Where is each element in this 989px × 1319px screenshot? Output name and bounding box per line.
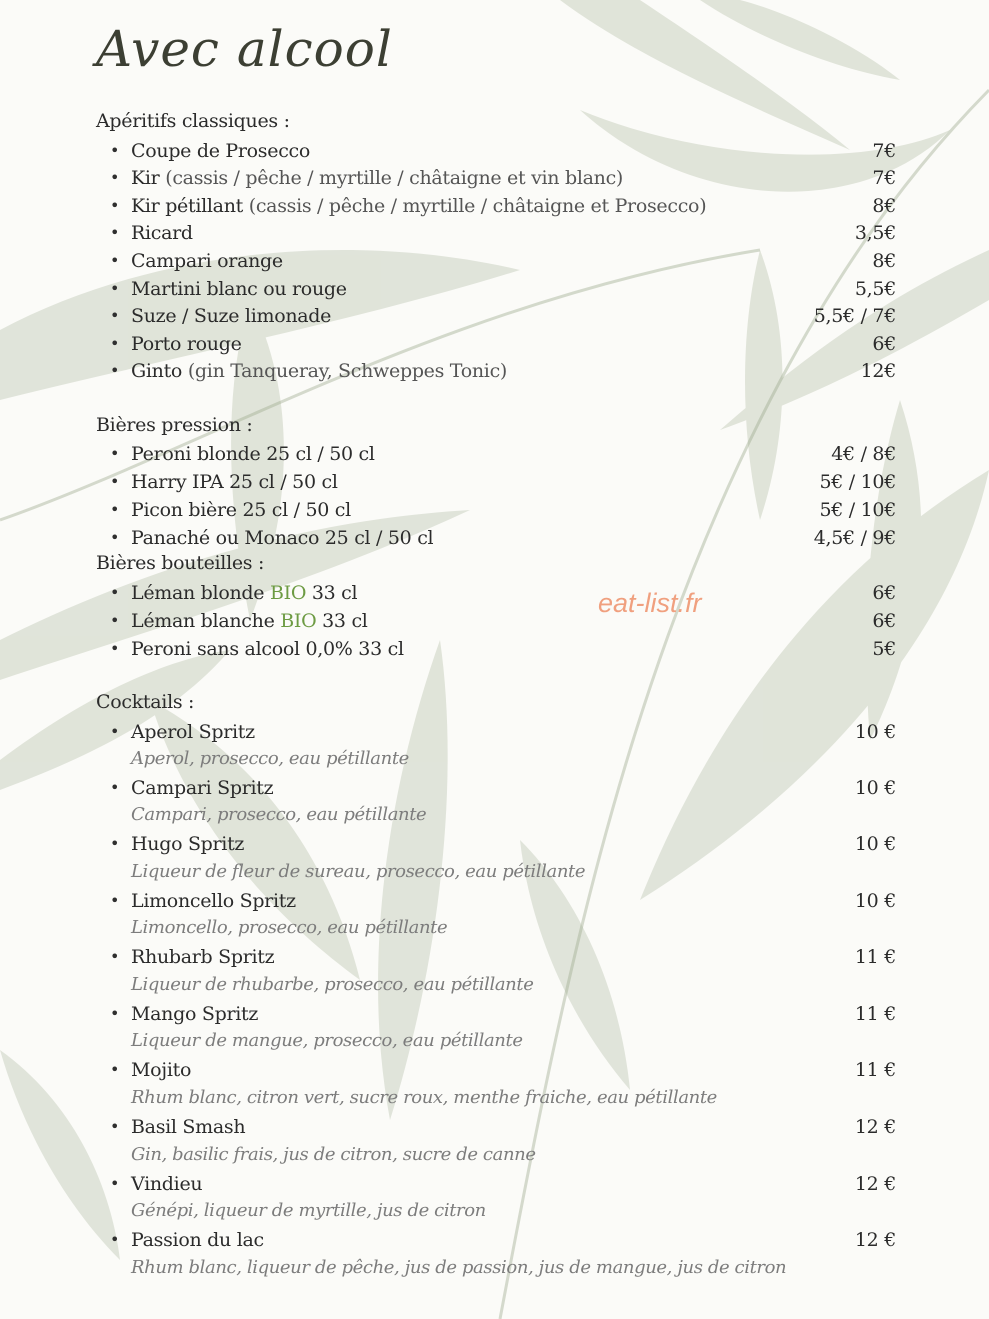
item-price: 8€ [872,195,896,217]
bio-badge: BIO [280,610,317,632]
bullet: • [110,778,120,797]
section-heading-pression: Bières pression : [96,414,253,436]
menu-item [110,275,896,303]
item-name: Ricard [131,222,193,244]
item-price: 10 € [854,833,896,855]
bullet: • [110,528,120,547]
item-price: 10 € [854,721,896,743]
cocktail-description: Liqueur de mangue, prosecco, eau pétillante [131,1030,523,1051]
item-price: 5,5€ / 7€ [813,305,896,327]
item-price: 3,5€ [854,222,896,244]
bullet: • [110,583,120,602]
bullet: • [110,500,120,519]
item-name: Passion du lac [131,1229,264,1251]
item-name: Kir pétillant (cassis / pêche / myrtille / châtaigne et Prosecco) [131,195,707,217]
bullet: • [110,1117,120,1136]
item-name: Campari orange [131,250,283,272]
item-name: Coupe de Prosecco [131,140,311,162]
menu-item [110,635,896,663]
item-name: Porto rouge [131,333,242,355]
cocktail-item [110,1170,896,1198]
section-heading-aperitifs: Apéritifs classiques : [96,110,290,132]
item-price: 5€ / 10€ [819,499,896,521]
bullet: • [110,141,120,160]
item-name: Panaché ou Monaco 25 cl / 50 cl [131,527,434,549]
bullet: • [110,639,120,658]
watermark: eat-list.fr [598,588,702,618]
bullet: • [110,306,120,325]
bullet: • [110,251,120,270]
item-price: 7€ [872,140,896,162]
item-name: Kir (cassis / pêche / myrtille / châtaigne et vin blanc) [131,167,624,189]
bullet: • [110,223,120,242]
bullet: • [110,722,120,741]
menu-item [110,496,896,524]
page-title: Avec alcool [96,20,393,78]
item-name: Peroni blonde 25 cl / 50 cl [131,443,375,465]
section-heading-cocktails: Cocktails : [96,691,195,713]
menu-item [110,440,896,468]
menu-item [110,219,896,247]
item-name: Martini blanc ou rouge [131,278,347,300]
cocktail-item [110,1056,896,1084]
bullet: • [110,334,120,353]
item-price: 11 € [854,1003,896,1025]
menu-item [110,137,896,165]
cocktail-item [110,1113,896,1141]
item-name: Campari Spritz [131,777,274,799]
bullet: • [110,444,120,463]
cocktail-description: Rhum blanc, liqueur de pêche, jus de passion, jus de mangue, jus de citron [131,1257,787,1278]
cocktail-item [110,1000,896,1028]
bullet: • [110,361,120,380]
menu-item [110,247,896,275]
cocktail-description: Aperol, prosecco, eau pétillante [131,748,409,769]
bullet: • [110,472,120,491]
menu-item [110,579,896,607]
bullet: • [110,1004,120,1023]
item-name: Mango Spritz [131,1003,259,1025]
cocktail-description: Rhum blanc, citron vert, sucre roux, menthe fraiche, eau pétillante [131,1087,717,1108]
menu-item [110,357,896,385]
menu-item [110,302,896,330]
item-price: 10 € [854,777,896,799]
item-name: Hugo Spritz [131,833,245,855]
bullet: • [110,1230,120,1249]
bullet: • [110,1174,120,1193]
item-price: 6€ [872,333,896,355]
cocktail-item [110,887,896,915]
item-price: 10 € [854,890,896,912]
cocktail-description: Génépi, liqueur de myrtille, jus de citron [131,1200,486,1221]
item-price: 8€ [872,250,896,272]
menu-item [110,607,896,635]
item-price: 6€ [872,582,896,604]
bullet: • [110,891,120,910]
item-name: Aperol Spritz [131,721,255,743]
item-price: 4€ / 8€ [831,443,896,465]
menu-item [110,192,896,220]
cocktail-item [110,830,896,858]
item-name: Léman blanche BIO 33 cl [131,610,368,632]
bullet: • [110,834,120,853]
menu-item [110,524,896,552]
item-price: 4,5€ / 9€ [813,527,896,549]
item-price: 5€ [872,638,896,660]
bullet: • [110,168,120,187]
item-name: Picon bière 25 cl / 50 cl [131,499,351,521]
item-name: Ginto (gin Tanqueray, Schweppes Tonic) [131,360,508,382]
item-name: Léman blonde BIO 33 cl [131,582,358,604]
section-heading-bouteilles: Bières bouteilles : [96,552,265,574]
cocktail-item [110,718,896,746]
menu-item [110,330,896,358]
bullet: • [110,947,120,966]
item-price: 12 € [854,1229,896,1251]
item-price: 11 € [854,1059,896,1081]
menu-item [110,164,896,192]
item-name: Basil Smash [131,1116,246,1138]
item-name: Vindieu [131,1173,203,1195]
item-name: Rhubarb Spritz [131,946,275,968]
cocktail-description: Limoncello, prosecco, eau pétillante [131,917,448,938]
item-price: 11 € [854,946,896,968]
item-name: Limoncello Spritz [131,890,296,912]
item-name: Harry IPA 25 cl / 50 cl [131,471,338,493]
cocktail-description: Gin, basilic frais, jus de citron, sucre de canne [131,1144,536,1165]
item-name: Mojito [131,1059,192,1081]
bullet: • [110,1060,120,1079]
menu-item [110,468,896,496]
item-price: 7€ [872,167,896,189]
item-name: Peroni sans alcool 0,0% 33 cl [131,638,404,660]
item-price: 12€ [860,360,896,382]
item-price: 6€ [872,610,896,632]
cocktail-item [110,943,896,971]
bullet: • [110,196,120,215]
item-price: 12 € [854,1173,896,1195]
item-price: 5€ / 10€ [819,471,896,493]
cocktail-description: Liqueur de fleur de sureau, prosecco, eau pétillante [131,861,586,882]
item-price: 5,5€ [854,278,896,300]
cocktail-item [110,774,896,802]
bullet: • [110,279,120,298]
bio-badge: BIO [269,582,307,604]
item-name: Suze / Suze limonade [131,305,332,327]
cocktail-item [110,1226,896,1254]
bullet: • [110,611,120,630]
item-price: 12 € [854,1116,896,1138]
cocktail-description: Campari, prosecco, eau pétillante [131,804,427,825]
cocktail-description: Liqueur de rhubarbe, prosecco, eau pétillante [131,974,534,995]
